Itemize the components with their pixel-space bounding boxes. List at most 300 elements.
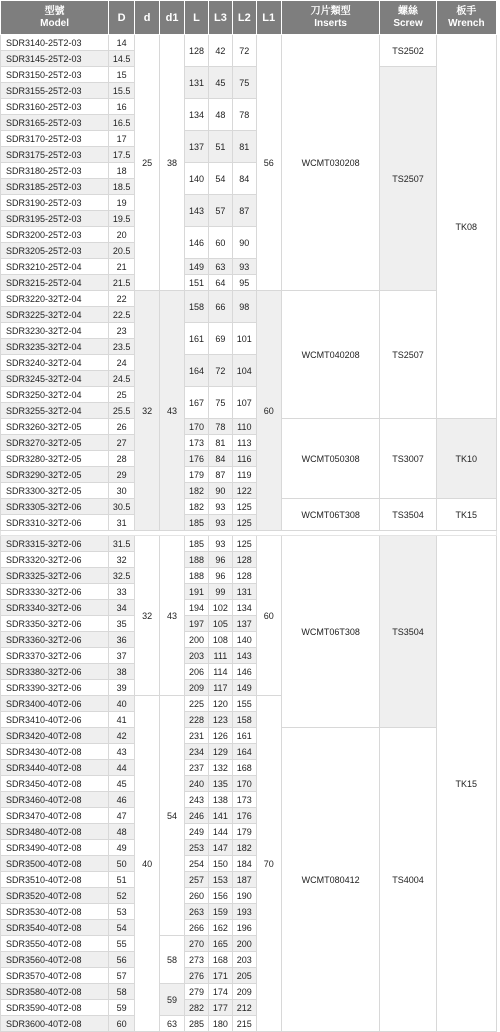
diameter-cell: 40 [109, 696, 135, 712]
l2-cell: 101 [232, 323, 256, 355]
inserts-cell: WCMT06T308 [281, 536, 380, 728]
l3-cell: 96 [208, 568, 232, 584]
screw-cell: TS3504 [380, 536, 436, 728]
model-cell: SDR3570-40T2-08 [1, 968, 109, 984]
l-cell: 231 [185, 728, 209, 744]
l2-cell: 203 [232, 952, 256, 968]
table-row [1, 35, 497, 51]
l3-cell: 129 [208, 744, 232, 760]
inserts-cell: WCMT06T308 [281, 499, 380, 531]
l-cell: 158 [185, 291, 209, 323]
l3-cell: 165 [208, 936, 232, 952]
l2-cell: 164 [232, 744, 256, 760]
l-cell: 276 [185, 968, 209, 984]
l3-cell: 87 [208, 467, 232, 483]
l-cell: 167 [185, 387, 209, 419]
l2-cell: 179 [232, 824, 256, 840]
header-row [1, 1, 497, 35]
diameter-cell: 15.5 [109, 83, 135, 99]
l2-cell: 173 [232, 792, 256, 808]
l-cell: 237 [185, 760, 209, 776]
diameter-cell: 25 [109, 387, 135, 403]
diameter-cell: 20.5 [109, 243, 135, 259]
l-cell: 131 [185, 67, 209, 99]
l-cell: 243 [185, 792, 209, 808]
l2-cell: 128 [232, 552, 256, 568]
l3-cell: 114 [208, 664, 232, 680]
model-cell: SDR3170-25T2-03 [1, 131, 109, 147]
model-cell: SDR3360-32T2-06 [1, 632, 109, 648]
model-cell: SDR3410-40T2-06 [1, 712, 109, 728]
l-cell: 146 [185, 227, 209, 259]
diameter-cell: 35 [109, 616, 135, 632]
l-cell: 137 [185, 131, 209, 163]
inserts-cell: WCMT030208 [281, 35, 380, 291]
diameter-cell: 48 [109, 824, 135, 840]
diameter-cell: 56 [109, 952, 135, 968]
diameter-cell: 24.5 [109, 371, 135, 387]
l-cell: 257 [185, 872, 209, 888]
l3-cell: 45 [208, 67, 232, 99]
l2-cell: 161 [232, 728, 256, 744]
l1-cell: 60 [256, 536, 281, 696]
l2-cell: 131 [232, 584, 256, 600]
diameter-cell: 43 [109, 744, 135, 760]
header-wrench-en: Wrench [448, 17, 485, 29]
l3-cell: 141 [208, 808, 232, 824]
l2-cell: 98 [232, 291, 256, 323]
l3-cell: 132 [208, 760, 232, 776]
model-cell: SDR3305-32T2-06 [1, 499, 109, 515]
model-cell: SDR3380-32T2-06 [1, 664, 109, 680]
l-cell: 170 [185, 419, 209, 435]
l2-cell: 75 [232, 67, 256, 99]
header-d1: d1 [160, 1, 185, 35]
l3-cell: 93 [208, 515, 232, 531]
l3-cell: 135 [208, 776, 232, 792]
l-cell: 266 [185, 920, 209, 936]
l2-cell: 176 [232, 808, 256, 824]
l2-cell: 190 [232, 888, 256, 904]
model-cell: SDR3175-25T2-03 [1, 147, 109, 163]
l3-cell: 156 [208, 888, 232, 904]
diameter-cell: 15 [109, 67, 135, 83]
l-cell: 254 [185, 856, 209, 872]
screw-cell: TS3504 [380, 499, 436, 531]
l2-cell: 149 [232, 680, 256, 696]
diameter-cell: 23.5 [109, 339, 135, 355]
model-cell: SDR3200-25T2-03 [1, 227, 109, 243]
l2-cell: 90 [232, 227, 256, 259]
model-cell: SDR3530-40T2-08 [1, 904, 109, 920]
l2-cell: 158 [232, 712, 256, 728]
diameter-cell: 30 [109, 483, 135, 499]
l2-cell: 78 [232, 99, 256, 131]
model-cell: SDR3430-40T2-08 [1, 744, 109, 760]
model-cell: SDR3245-32T2-04 [1, 371, 109, 387]
l2-cell: 134 [232, 600, 256, 616]
l-cell: 143 [185, 195, 209, 227]
model-cell: SDR3210-25T2-04 [1, 259, 109, 275]
l-cell: 179 [185, 467, 209, 483]
l2-cell: 168 [232, 760, 256, 776]
l-cell: 149 [185, 259, 209, 275]
l3-cell: 64 [208, 275, 232, 291]
model-cell: SDR3240-32T2-04 [1, 355, 109, 371]
model-cell: SDR3490-40T2-08 [1, 840, 109, 856]
screw-cell: TS2502 [380, 35, 436, 67]
diameter-cell: 47 [109, 808, 135, 824]
l2-cell: 125 [232, 499, 256, 515]
l3-cell: 150 [208, 856, 232, 872]
l2-cell: 184 [232, 856, 256, 872]
l3-cell: 93 [208, 499, 232, 515]
l3-cell: 42 [208, 35, 232, 67]
l-cell: 246 [185, 808, 209, 824]
l-cell: 161 [185, 323, 209, 355]
inserts-cell: WCMT040208 [281, 291, 380, 419]
l-cell: 185 [185, 515, 209, 531]
l3-cell: 177 [208, 1000, 232, 1016]
diameter-cell: 14 [109, 35, 135, 51]
l3-cell: 105 [208, 616, 232, 632]
screw-cell: TS4004 [380, 728, 436, 1032]
diameter-cell: 41 [109, 712, 135, 728]
diameter-cell: 33 [109, 584, 135, 600]
model-cell: SDR3420-40T2-08 [1, 728, 109, 744]
l2-cell: 104 [232, 355, 256, 387]
l2-cell: 205 [232, 968, 256, 984]
wrench-cell: TK15 [436, 536, 496, 1032]
l-cell: 164 [185, 355, 209, 387]
inserts-cell: WCMT080412 [281, 728, 380, 1032]
header-inserts [281, 1, 380, 35]
diameter-cell: 59 [109, 1000, 135, 1016]
model-cell: SDR3165-25T2-03 [1, 115, 109, 131]
diameter-cell: 60 [109, 1016, 135, 1032]
l3-cell: 162 [208, 920, 232, 936]
l3-cell: 99 [208, 584, 232, 600]
d1-cell: 43 [160, 291, 185, 531]
model-cell: SDR3325-32T2-06 [1, 568, 109, 584]
l2-cell: 125 [232, 536, 256, 552]
diameter-cell: 21 [109, 259, 135, 275]
l2-cell: 193 [232, 904, 256, 920]
diameter-cell: 18.5 [109, 179, 135, 195]
diameter-cell: 46 [109, 792, 135, 808]
model-cell: SDR3255-32T2-04 [1, 403, 109, 419]
diameter-cell: 55 [109, 936, 135, 952]
l-cell: 200 [185, 632, 209, 648]
l-cell: 188 [185, 552, 209, 568]
wrench-cell: TK08 [436, 35, 496, 419]
header-L2: L2 [232, 1, 256, 35]
model-cell: SDR3225-32T2-04 [1, 307, 109, 323]
diameter-cell: 21.5 [109, 275, 135, 291]
l1-cell: 60 [256, 291, 281, 531]
header-wrench [436, 1, 496, 35]
l2-cell: 196 [232, 920, 256, 936]
l3-cell: 93 [208, 536, 232, 552]
l3-cell: 144 [208, 824, 232, 840]
diameter-cell: 17.5 [109, 147, 135, 163]
l2-cell: 182 [232, 840, 256, 856]
l2-cell: 215 [232, 1016, 256, 1032]
l3-cell: 147 [208, 840, 232, 856]
d-cell: 25 [135, 35, 160, 291]
d1-cell: 38 [160, 35, 185, 291]
table-row [1, 291, 497, 307]
l3-cell: 60 [208, 227, 232, 259]
header-model-cn: 型號 [44, 5, 65, 17]
diameter-cell: 45 [109, 776, 135, 792]
table-row [1, 67, 497, 83]
l2-cell: 128 [232, 568, 256, 584]
l-cell: 188 [185, 568, 209, 584]
d1-cell: 59 [160, 984, 185, 1016]
l-cell: 134 [185, 99, 209, 131]
table-row [1, 728, 497, 744]
diameter-cell: 52 [109, 888, 135, 904]
l-cell: 140 [185, 163, 209, 195]
l3-cell: 81 [208, 435, 232, 451]
diameter-cell: 30.5 [109, 499, 135, 515]
l-cell: 260 [185, 888, 209, 904]
table-row [1, 419, 497, 435]
d1-cell: 54 [160, 696, 185, 936]
model-cell: SDR3580-40T2-08 [1, 984, 109, 1000]
model-cell: SDR3140-25T2-03 [1, 35, 109, 51]
model-cell: SDR3270-32T2-05 [1, 435, 109, 451]
l3-cell: 123 [208, 712, 232, 728]
diameter-cell: 57 [109, 968, 135, 984]
l-cell: 203 [185, 648, 209, 664]
diameter-cell: 24 [109, 355, 135, 371]
l2-cell: 200 [232, 936, 256, 952]
diameter-cell: 23 [109, 323, 135, 339]
l3-cell: 78 [208, 419, 232, 435]
l-cell: 191 [185, 584, 209, 600]
l3-cell: 117 [208, 680, 232, 696]
l1-cell: 56 [256, 35, 281, 291]
diameter-cell: 29 [109, 467, 135, 483]
l3-cell: 57 [208, 195, 232, 227]
l2-cell: 212 [232, 1000, 256, 1016]
l-cell: 279 [185, 984, 209, 1000]
l3-cell: 48 [208, 99, 232, 131]
l2-cell: 170 [232, 776, 256, 792]
d-cell: 40 [135, 696, 160, 1032]
l-cell: 263 [185, 904, 209, 920]
l-cell: 206 [185, 664, 209, 680]
diameter-cell: 37 [109, 648, 135, 664]
model-cell: SDR3180-25T2-03 [1, 163, 109, 179]
l-cell: 194 [185, 600, 209, 616]
model-cell: SDR3330-32T2-06 [1, 584, 109, 600]
diameter-cell: 26 [109, 419, 135, 435]
diameter-cell: 31.5 [109, 536, 135, 552]
model-cell: SDR3590-40T2-08 [1, 1000, 109, 1016]
l-cell: 228 [185, 712, 209, 728]
header-L1: L1 [256, 1, 281, 35]
header-L: L [185, 1, 209, 35]
model-cell: SDR3150-25T2-03 [1, 67, 109, 83]
diameter-cell: 17 [109, 131, 135, 147]
model-cell: SDR3500-40T2-08 [1, 856, 109, 872]
l-cell: 240 [185, 776, 209, 792]
diameter-cell: 16.5 [109, 115, 135, 131]
l3-cell: 96 [208, 552, 232, 568]
l2-cell: 155 [232, 696, 256, 712]
l2-cell: 119 [232, 467, 256, 483]
model-cell: SDR3320-32T2-06 [1, 552, 109, 568]
diameter-cell: 27 [109, 435, 135, 451]
diameter-cell: 19.5 [109, 211, 135, 227]
model-cell: SDR3300-32T2-05 [1, 483, 109, 499]
l2-cell: 72 [232, 35, 256, 67]
l3-cell: 54 [208, 163, 232, 195]
header-model [1, 1, 109, 35]
d-cell: 32 [135, 536, 160, 696]
model-cell: SDR3230-32T2-04 [1, 323, 109, 339]
header-screw-en: Screw [393, 17, 423, 29]
model-cell: SDR3280-32T2-05 [1, 451, 109, 467]
l3-cell: 90 [208, 483, 232, 499]
header-d: d [135, 1, 160, 35]
l-cell: 182 [185, 483, 209, 499]
d1-cell: 63 [160, 1016, 185, 1032]
header-wrench-cn: 板手 [456, 5, 477, 17]
l2-cell: 146 [232, 664, 256, 680]
diameter-cell: 25.5 [109, 403, 135, 419]
diameter-cell: 22.5 [109, 307, 135, 323]
l-cell: 209 [185, 680, 209, 696]
diameter-cell: 22 [109, 291, 135, 307]
diameter-cell: 58 [109, 984, 135, 1000]
model-cell: SDR3290-32T2-05 [1, 467, 109, 483]
model-cell: SDR3400-40T2-06 [1, 696, 109, 712]
model-cell: SDR3520-40T2-08 [1, 888, 109, 904]
l3-cell: 174 [208, 984, 232, 1000]
l-cell: 151 [185, 275, 209, 291]
l2-cell: 110 [232, 419, 256, 435]
l-cell: 234 [185, 744, 209, 760]
model-cell: SDR3250-32T2-04 [1, 387, 109, 403]
diameter-cell: 20 [109, 227, 135, 243]
l-cell: 128 [185, 35, 209, 67]
l3-cell: 108 [208, 632, 232, 648]
l2-cell: 93 [232, 259, 256, 275]
l2-cell: 137 [232, 616, 256, 632]
diameter-cell: 44 [109, 760, 135, 776]
model-cell: SDR3155-25T2-03 [1, 83, 109, 99]
l2-cell: 107 [232, 387, 256, 419]
diameter-cell: 16 [109, 99, 135, 115]
l3-cell: 138 [208, 792, 232, 808]
l3-cell: 168 [208, 952, 232, 968]
diameter-cell: 38 [109, 664, 135, 680]
diameter-cell: 54 [109, 920, 135, 936]
model-cell: SDR3145-25T2-03 [1, 51, 109, 67]
header-model-en: Model [40, 17, 70, 29]
l2-cell: 116 [232, 451, 256, 467]
diameter-cell: 51 [109, 872, 135, 888]
l2-cell: 81 [232, 131, 256, 163]
model-cell: SDR3190-25T2-03 [1, 195, 109, 211]
d-cell: 32 [135, 291, 160, 531]
model-cell: SDR3460-40T2-08 [1, 792, 109, 808]
model-cell: SDR3480-40T2-08 [1, 824, 109, 840]
l-cell: 182 [185, 499, 209, 515]
header-L3: L3 [208, 1, 232, 35]
l3-cell: 120 [208, 696, 232, 712]
model-cell: SDR3470-40T2-08 [1, 808, 109, 824]
d1-cell: 58 [160, 936, 185, 984]
model-cell: SDR3185-25T2-03 [1, 179, 109, 195]
model-cell: SDR3220-32T2-04 [1, 291, 109, 307]
table-row [1, 499, 497, 515]
l3-cell: 180 [208, 1016, 232, 1032]
wrench-cell: TK10 [436, 419, 496, 499]
model-cell: SDR3235-32T2-04 [1, 339, 109, 355]
l-cell: 176 [185, 451, 209, 467]
l3-cell: 84 [208, 451, 232, 467]
l-cell: 270 [185, 936, 209, 952]
header-screw-cn: 螺絲 [398, 5, 419, 17]
model-cell: SDR3310-32T2-06 [1, 515, 109, 531]
model-cell: SDR3550-40T2-08 [1, 936, 109, 952]
model-cell: SDR3205-25T2-03 [1, 243, 109, 259]
d1-cell: 43 [160, 536, 185, 696]
l2-cell: 125 [232, 515, 256, 531]
l-cell: 282 [185, 1000, 209, 1016]
table-body [1, 35, 497, 1032]
model-cell: SDR3315-32T2-06 [1, 536, 109, 552]
screw-cell: TS3007 [380, 419, 436, 499]
l3-cell: 111 [208, 648, 232, 664]
diameter-cell: 50 [109, 856, 135, 872]
diameter-cell: 39 [109, 680, 135, 696]
l3-cell: 126 [208, 728, 232, 744]
l2-cell: 87 [232, 195, 256, 227]
diameter-cell: 31 [109, 515, 135, 531]
l3-cell: 69 [208, 323, 232, 355]
diameter-cell: 36 [109, 632, 135, 648]
diameter-cell: 42 [109, 728, 135, 744]
l2-cell: 143 [232, 648, 256, 664]
l3-cell: 153 [208, 872, 232, 888]
header-D: D [109, 1, 135, 35]
diameter-cell: 14.5 [109, 51, 135, 67]
l-cell: 225 [185, 696, 209, 712]
l2-cell: 113 [232, 435, 256, 451]
l-cell: 197 [185, 616, 209, 632]
l3-cell: 159 [208, 904, 232, 920]
model-cell: SDR3160-25T2-03 [1, 99, 109, 115]
model-cell: SDR3510-40T2-08 [1, 872, 109, 888]
l3-cell: 102 [208, 600, 232, 616]
diameter-cell: 19 [109, 195, 135, 211]
l3-cell: 75 [208, 387, 232, 419]
l2-cell: 84 [232, 163, 256, 195]
header-screw [380, 1, 436, 35]
header-inserts-cn: 刀片類型 [310, 5, 351, 17]
diameter-cell: 49 [109, 840, 135, 856]
l3-cell: 171 [208, 968, 232, 984]
diameter-cell: 18 [109, 163, 135, 179]
header-inserts-en: Inserts [314, 17, 347, 29]
wrench-cell: TK15 [436, 499, 496, 531]
